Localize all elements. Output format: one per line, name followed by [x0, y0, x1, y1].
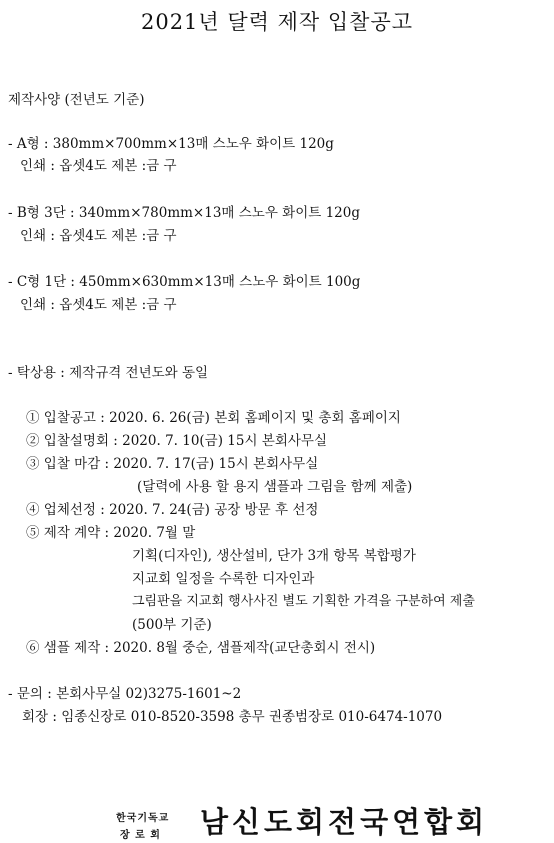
contact-officers: 회장 : 임종신장로 010-8520-3598 총무 권종범장로 010-6474-1070	[22, 709, 443, 725]
type-b-spec: - B형 3단 : 340mm×780mm×13매 스노우 화이트 120g	[8, 205, 360, 221]
schedule-item-5-line-4: (500부 기준)	[132, 617, 212, 633]
schedule-item-1: ① 입찰공고 : 2020. 6. 26(금) 본회 홈페이지 및 총회 홈페이지	[26, 410, 401, 426]
schedule-item-5-line-3: 그림판을 지교회 행사사진 별도 기획한 가격을 구분하여 제출	[132, 594, 475, 609]
document-title: 2021년 달력 제작 입찰공고	[140, 10, 414, 34]
schedule-item-5-line-2: 지교회 일정을 수록한 디자인과	[132, 571, 315, 587]
type-c-spec: - C형 1단 : 450mm×630mm×13매 스노우 화이트 100g	[8, 274, 361, 290]
contact-inquiry: - 문의 : 본회사무실 02)3275-1601~2	[8, 686, 242, 702]
type-a-print: 인쇄 : 옵셋4도 제본 :금 구	[20, 158, 177, 174]
schedule-item-2: ② 입찰설명회 : 2020. 7. 10(금) 15시 본회사무실	[26, 433, 327, 449]
spec-heading: 제작사양 (전년도 기준)	[8, 92, 145, 108]
footer-org-name: 남신도회전국연합회	[200, 805, 489, 839]
desk-calendar-spec: - 탁상용 : 제작규격 전년도와 동일	[8, 365, 209, 381]
schedule-item-4: ④ 업체선정 : 2020. 7. 24(금) 공장 방문 후 선정	[26, 502, 319, 518]
schedule-item-5: ⑤ 제작 계약 : 2020. 7월 말	[26, 525, 196, 541]
footer-org-prefix-2: 장 로 회	[120, 830, 161, 841]
schedule-item-5-line-1: 기획(디자인), 생산설비, 단가 3개 항목 복합평가	[132, 548, 416, 564]
schedule-item-3: ③ 입찰 마감 : 2020. 7. 17(금) 15시 본회사무실	[26, 456, 319, 472]
type-a-spec: - A형 : 380mm×700mm×13매 스노우 화이트 120g	[8, 136, 334, 152]
schedule-item-6: ⑥ 샘플 제작 : 2020. 8월 중순, 샘플제작(교단총회시 전시)	[26, 640, 376, 656]
footer-org-prefix-1: 한국기독교	[116, 813, 170, 824]
type-b-print: 인쇄 : 옵셋4도 제본 :금 구	[20, 228, 177, 244]
type-c-print: 인쇄 : 옵셋4도 제본 :금 구	[20, 297, 177, 313]
schedule-item-3-note: (달력에 사용 할 용지 샘플과 그림을 함께 제출)	[137, 479, 413, 495]
